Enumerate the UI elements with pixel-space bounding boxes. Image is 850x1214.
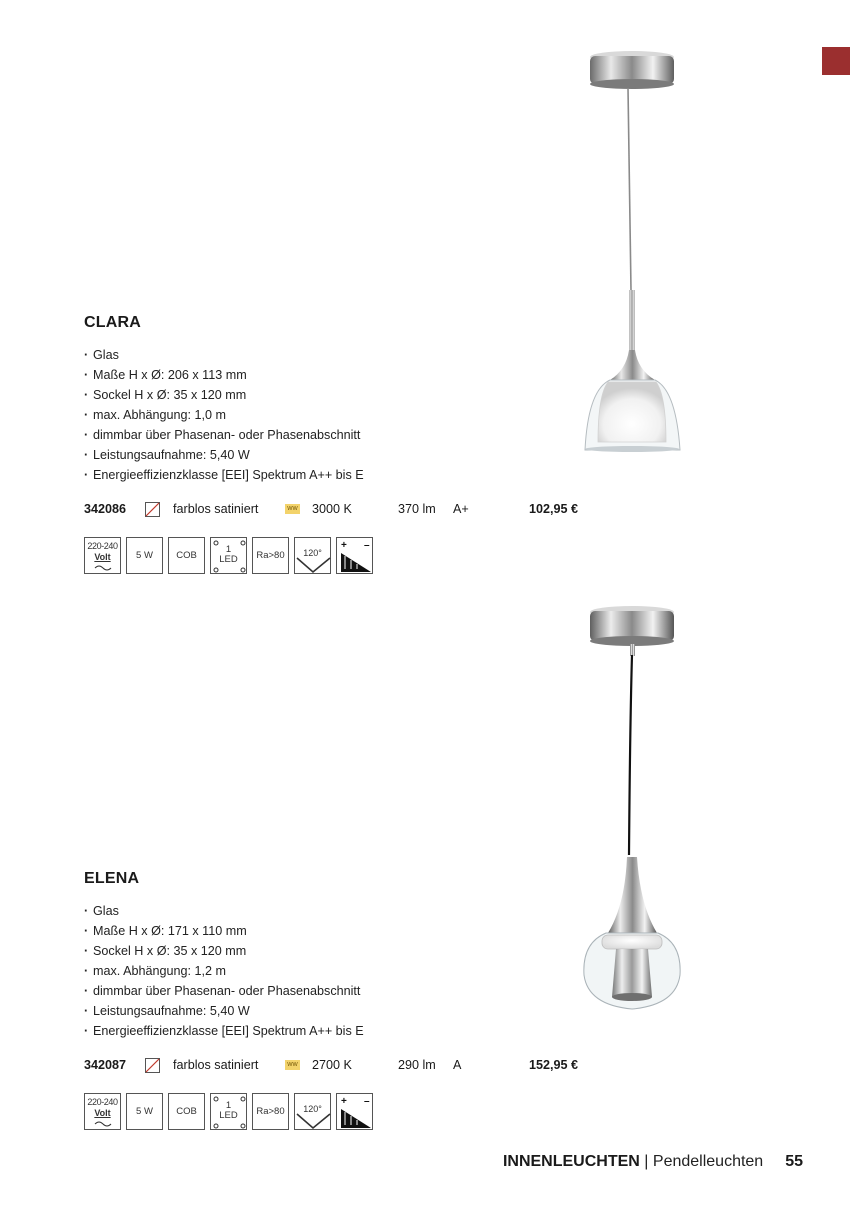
led-count-icon: 1 LED xyxy=(210,1093,247,1130)
beam-angle-icon: 120° xyxy=(294,537,331,574)
product-clara xyxy=(84,314,604,574)
color-temperature: 2700 K xyxy=(312,1058,352,1072)
article-number: 342087 xyxy=(84,1058,127,1072)
luminous-flux: 290 lm xyxy=(398,1058,436,1072)
price: 102,95 € xyxy=(529,502,579,516)
feature-list xyxy=(84,901,604,1041)
product-elena xyxy=(84,870,604,1130)
voltage-icon: 220-240 Volt xyxy=(84,537,121,574)
color-temperature: 3000 K xyxy=(312,502,352,516)
order-row xyxy=(84,1055,604,1075)
product-title: ELENA xyxy=(84,870,140,887)
page-number: 55 xyxy=(785,1153,803,1170)
feature-item: · Leistungsaufnahme: 5,40 W xyxy=(84,445,604,465)
wattage-icon: 5 W xyxy=(126,1093,163,1130)
energy-class: A xyxy=(453,1058,462,1072)
feature-item: · Energieeffizienzklasse [EEI] Spektrum A++ bis E xyxy=(84,465,604,485)
voltage-icon: 220-240 Volt xyxy=(84,1093,121,1130)
warm-white-badge-icon: WW xyxy=(285,504,300,514)
svg-text:–: – xyxy=(364,540,370,551)
wattage-icon: 5 W xyxy=(126,537,163,574)
dimmable-icon xyxy=(336,1093,373,1130)
feature-item: · Maße H x Ø: 206 x 113 mm xyxy=(84,365,604,385)
feature-item: · dimmbar über Phasenan- oder Phasenabschnitt xyxy=(84,981,604,1001)
article-number: 342086 xyxy=(84,502,127,516)
feature-item: · Energieeffizienzklasse [EEI] Spektrum A++ bis E xyxy=(84,1021,604,1041)
order-row xyxy=(84,499,604,519)
svg-text:–: – xyxy=(364,1096,370,1107)
color-rendering-icon: Ra>80 xyxy=(252,1093,289,1130)
finish-swatch-icon xyxy=(145,502,160,517)
feature-item: · Leistungsaufnahme: 5,40 W xyxy=(84,1001,604,1021)
feature-item: · Maße H x Ø: 171 x 110 mm xyxy=(84,921,604,941)
luminous-flux: 370 lm xyxy=(398,502,436,516)
product-title: CLARA xyxy=(84,314,141,331)
dimmable-icon xyxy=(336,537,373,574)
spec-icon-row xyxy=(84,537,604,574)
feature-item: · max. Abhängung: 1,2 m xyxy=(84,961,604,981)
led-count-icon: 1 LED xyxy=(210,537,247,574)
cob-chip-icon: COB xyxy=(168,1093,205,1130)
feature-item: · Sockel H x Ø: 35 x 120 mm xyxy=(84,941,604,961)
cob-chip-icon: COB xyxy=(168,537,205,574)
finish-swatch-icon xyxy=(145,1058,160,1073)
feature-item: · Sockel H x Ø: 35 x 120 mm xyxy=(84,385,604,405)
warm-white-badge-icon: WW xyxy=(285,1060,300,1070)
footer-category: INNENLEUCHTEN xyxy=(502,1153,640,1170)
beam-angle-icon: 120° xyxy=(294,1093,331,1130)
svg-text:+: + xyxy=(341,1096,347,1107)
price: 152,95 € xyxy=(529,1058,579,1072)
footer-subcategory: Pendelleuchten xyxy=(652,1153,764,1170)
feature-list xyxy=(84,345,604,485)
finish-label: farblos satiniert xyxy=(173,1058,259,1072)
svg-text:+: + xyxy=(341,540,347,551)
chapter-tab-marker xyxy=(822,47,850,75)
feature-item: · Glas xyxy=(84,901,604,921)
footer-separator: | xyxy=(639,1153,653,1170)
color-rendering-icon: Ra>80 xyxy=(252,537,289,574)
spec-icon-row xyxy=(84,1093,604,1130)
energy-class: A+ xyxy=(453,502,469,516)
finish-label: farblos satiniert xyxy=(173,502,259,516)
page-footer xyxy=(503,1153,803,1171)
feature-item: · max. Abhängung: 1,0 m xyxy=(84,405,604,425)
feature-item: · dimmbar über Phasenan- oder Phasenabschnitt xyxy=(84,425,604,445)
feature-item: · Glas xyxy=(84,345,604,365)
